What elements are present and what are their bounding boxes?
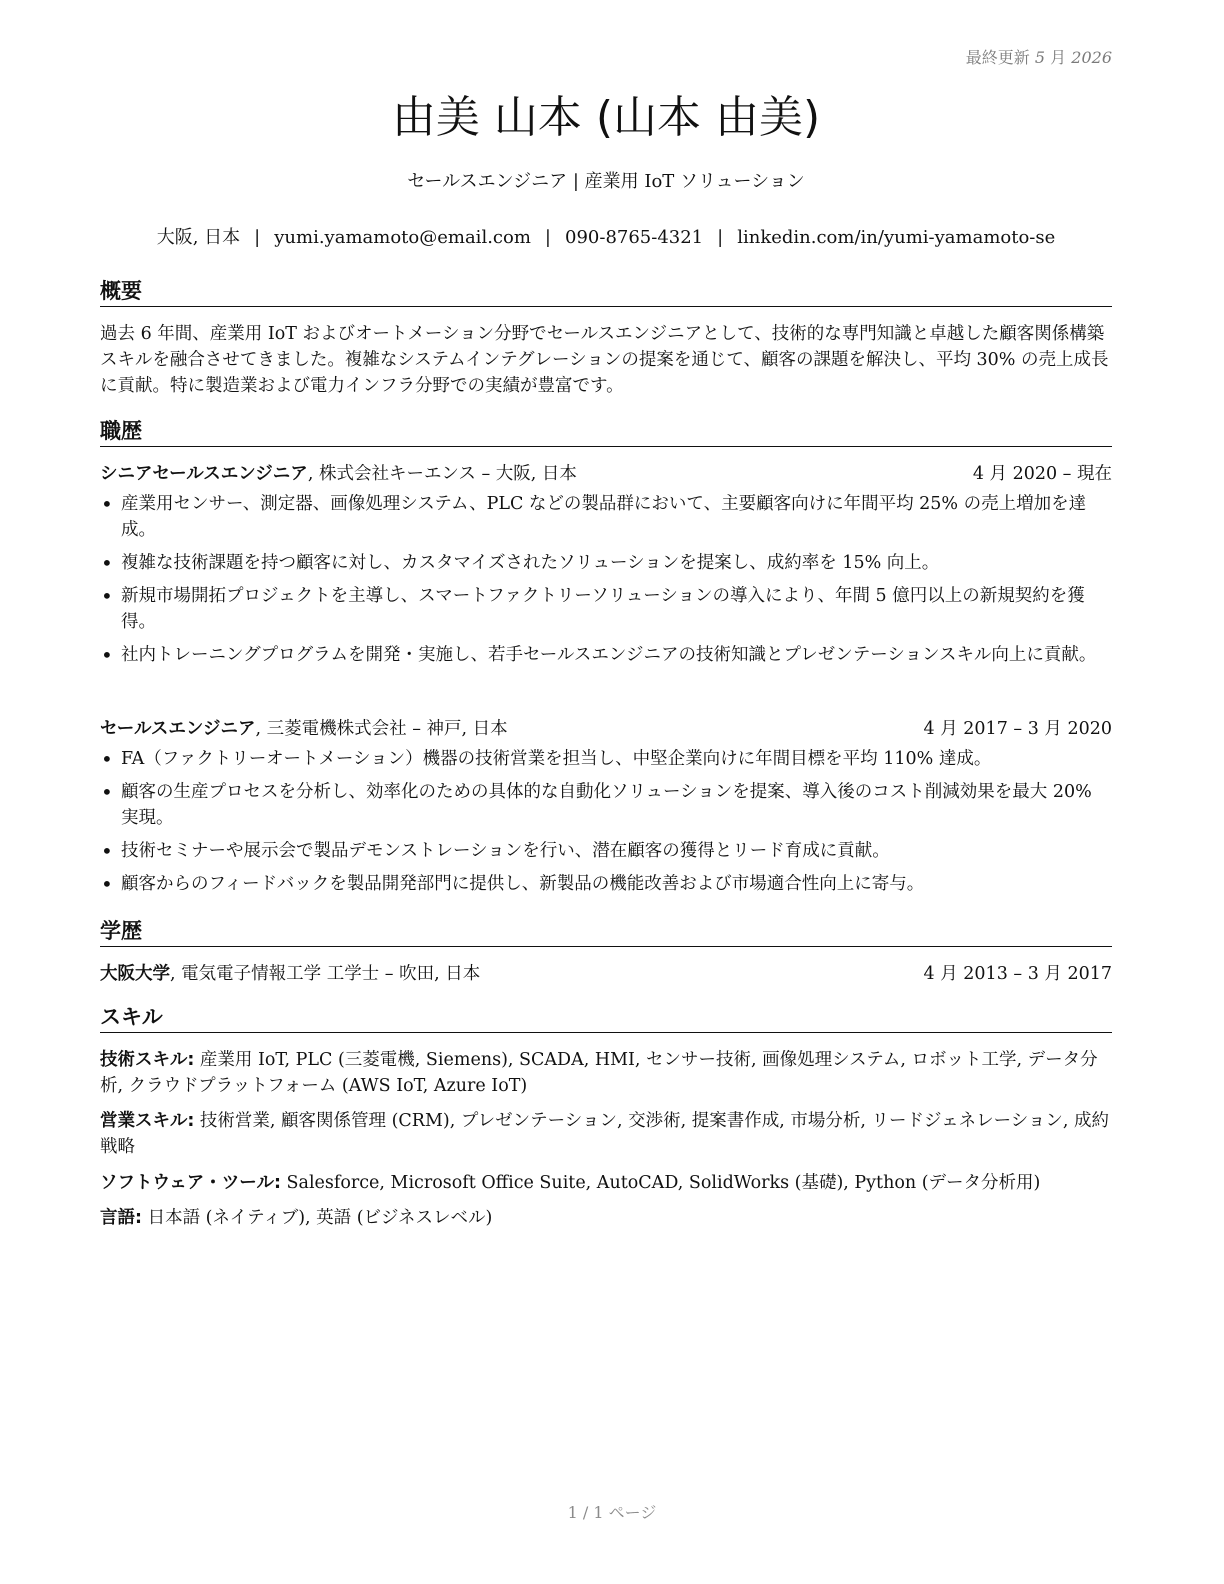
summary-text: 過去 6 年間、産業用 IoT およびオートメーション分野でセールスエンジニアとして、技術的な専門知識と卓越した顧客関係構築スキルを融合させてきました。複雑なシステムインテグレーションの提案を通じて、顧客の課題を解決し、平均 30% の売上成長に貢献。特に製造業および電力インフラ分野での実績が豊富です。 <box>100 324 1109 396</box>
last-updated <box>966 45 1112 68</box>
skill-line <box>100 1047 1112 1099</box>
job-title: シニアセールスエンジニア <box>100 464 308 484</box>
contact-location: 大阪, 日本 <box>156 227 241 248</box>
contact-separator: | <box>254 227 261 248</box>
skill-value: 産業用 IoT, PLC (三菱電機, Siemens), SCADA, HMI, センサー技術, 画像処理システム, ロボット工学, データ分析, クラウドプラットフォーム (AWS IoT, Azure IoT) <box>100 1050 1098 1096</box>
education-entry <box>100 961 1112 987</box>
skill-line <box>100 1170 1112 1196</box>
job-bullets <box>100 746 1112 904</box>
job-bullet: • 複雑な技術課題を持つ顧客に対し、カスタマイズされたソリューションを提案し、成約率を 15% 向上。 <box>100 550 1112 576</box>
education-heading: 学歴 <box>100 917 1112 947</box>
job-bullet: • 産業用センサー、測定器、画像処理システム、PLC などの製品群において、主要顧客向けに年間平均 25% の売上増加を達成。 <box>100 491 1112 543</box>
job-dates: 4 月 2017 – 3 月 2020 <box>923 719 1112 739</box>
experience-heading: 職歴 <box>100 417 1112 447</box>
education-detail: , 電気電子情報工学 工学士 – 吹田, 日本 <box>170 964 481 984</box>
job-bullet: • 顧客からのフィードバックを製品開発部門に提供し、新製品の機能改善および市場適合性向上に寄与。 <box>100 871 1112 897</box>
skill-value: 日本語 (ネイティブ), 英語 (ビジネスレベル) <box>142 1208 493 1228</box>
summary-heading: 概要 <box>100 277 1112 307</box>
job-company: , 三菱電機株式会社 – 神戸, 日本 <box>255 719 508 739</box>
skill-label: 言語: <box>100 1208 142 1228</box>
contact-linkedin[interactable]: linkedin.com/in/yumi-yamamoto-se <box>737 227 1056 248</box>
job-dates: 4 月 2020 – 現在 <box>972 464 1112 484</box>
last-updated-year: 2026 <box>1071 48 1112 67</box>
job-bullet: • FA（ファクトリーオートメーション）機器の技術営業を担当し、中堅企業向けに年間目標を平均 110% 達成。 <box>100 746 1112 772</box>
job-title: セールスエンジニア <box>100 719 256 739</box>
job-bullet: • 顧客の生産プロセスを分析し、効率化のための具体的な自動化ソリューションを提案、導入後のコスト削減効果を最大 20% 実現。 <box>100 779 1112 831</box>
last-updated-prefix: 最終更新 <box>965 48 1030 67</box>
contact-separator: | <box>544 227 551 248</box>
skill-value: Salesforce, Microsoft Office Suite, AutoCAD, SolidWorks (基礎), Python (データ分析用) <box>280 1173 1041 1193</box>
skill-label: ソフトウェア・ツール: <box>100 1173 281 1193</box>
skill-value: 技術営業, 顧客関係管理 (CRM), プレゼンテーション, 交渉術, 提案書作成, 市場分析, リードジェネレーション, 成約戦略 <box>100 1111 1110 1157</box>
contact-phone[interactable]: 090-8765-4321 <box>565 227 704 248</box>
job-header <box>100 716 1112 742</box>
skill-line <box>100 1205 1112 1231</box>
last-updated-month-unit: 月 <box>1050 48 1067 67</box>
job-header <box>100 461 1112 487</box>
job-bullets <box>100 491 1112 675</box>
candidate-name: 由美 山本 (山本 由美) <box>391 92 821 143</box>
contact-separator: | <box>717 227 724 248</box>
skills-heading: スキル <box>100 1003 1112 1033</box>
page-indicator: 1 / 1 ページ <box>567 1503 657 1522</box>
education-school: 大阪大学 <box>100 964 170 984</box>
last-updated-month: 5 <box>1034 48 1046 67</box>
job-bullet: • 新規市場開拓プロジェクトを主導し、スマートファクトリーソリューションの導入により、年間 5 億円以上の新規契約を獲得。 <box>100 583 1112 635</box>
contact-line <box>100 225 1112 251</box>
skill-label: 営業スキル: <box>100 1111 195 1131</box>
job-bullet: • 社内トレーニングプログラムを開発・実施し、若手セールスエンジニアの技術知識とプレゼンテーションスキル向上に貢献。 <box>100 642 1112 668</box>
headline: セールスエンジニア | 産業用 IoT ソリューション <box>407 171 805 192</box>
skill-label: 技術スキル: <box>100 1050 195 1070</box>
skill-line <box>100 1108 1112 1160</box>
contact-email[interactable]: yumi.yamamoto@email.com <box>274 227 531 248</box>
job-company: , 株式会社キーエンス – 大阪, 日本 <box>307 464 577 484</box>
education-dates: 4 月 2013 – 3 月 2017 <box>923 964 1112 984</box>
job-bullet: • 技術セミナーや展示会で製品デモンストレーションを行い、潜在顧客の獲得とリード育成に貢献。 <box>100 838 1112 864</box>
